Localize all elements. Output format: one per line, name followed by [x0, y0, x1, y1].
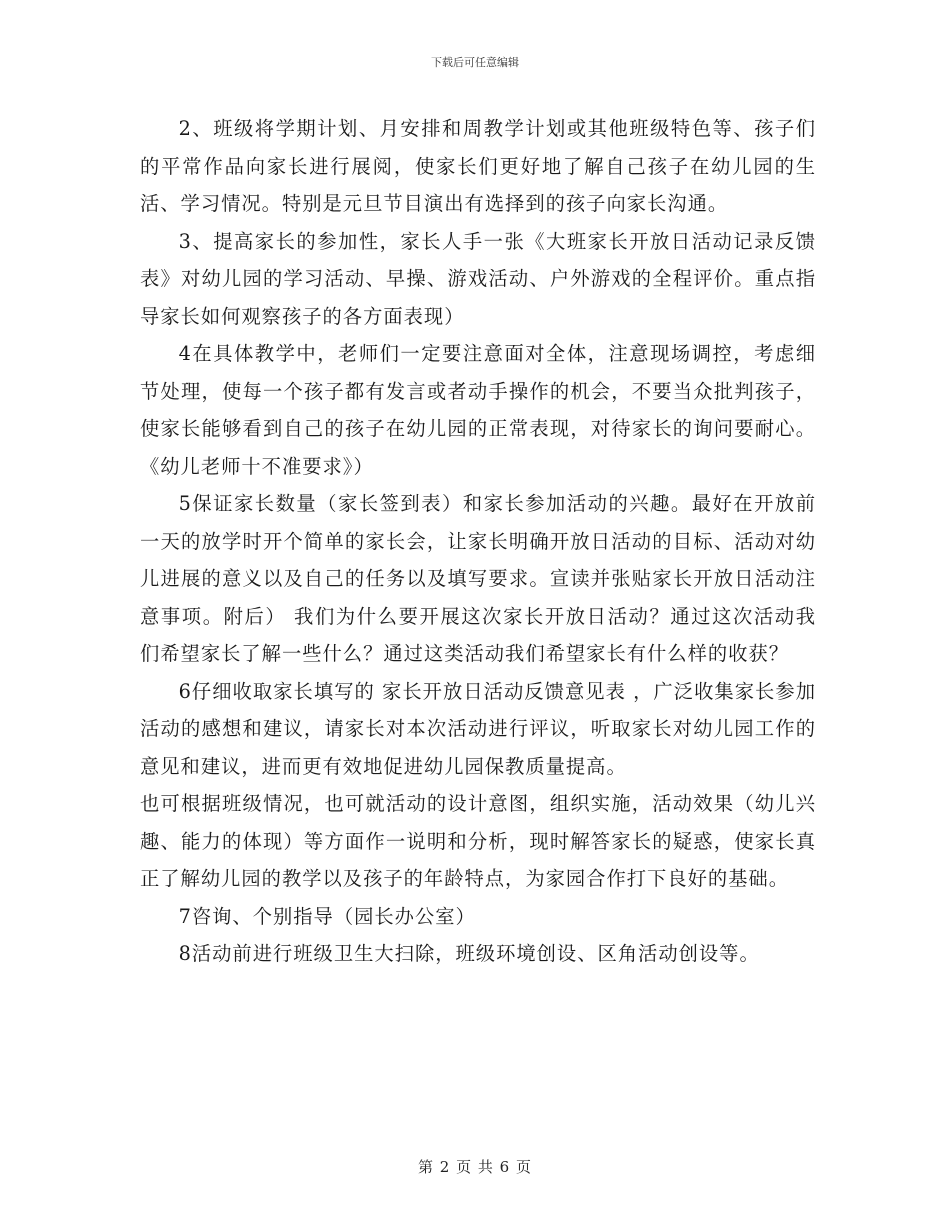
document-body — [140, 110, 816, 973]
page-number-footer: 第 2 页 共 6 页 — [418, 1158, 532, 1176]
paragraph-continuation: 也可根据班级情况，也可就活动的设计意图，组织实施，活动效果（幼儿兴趣、能力的体现）等方面作一说明和分析，现时解答家长的疑惑，使家长真正了解幼儿园的教学以及孩子的年龄特点，为家园合作打下良好的基础。 — [140, 792, 816, 890]
paragraph-item-7: 7咨询、个别指导（园长办公室） — [178, 904, 476, 928]
page-header-note: 下载后可任意编辑 — [431, 56, 519, 69]
paragraph-item-6: 6仔细收取家长填写的 家长开放日活动反馈意见表 ，广泛收集家长参加活动的感想和建议，请家长对本次活动进行评议，听取家长对幼儿园工作的意见和建议，进而更有效地促进幼儿园保教质量提高。 — [140, 679, 816, 778]
paragraph-item-2: 2、班级将学期计划、月安排和周教学计划或其他班级特色等、孩子们的平常作品向家长进行展阅，使家长们更好地了解自己孩子在幼儿园的生活、学习情况。特别是元旦节目演出有选择到的孩子向家长沟通。 — [140, 117, 816, 215]
paragraph-item-5: 5保证家长数量（家长签到表）和家长参加活动的兴趣。最好在开放前一天的放学时开个简单的家长会，让家长明确开放日活动的目标、活动对幼儿进展的意义以及自己的任务以及填写要求。宣读并张贴家长开放日活动注意事项。附后） 我们为什么要开展这次家长开放日活动？通过这次活动我们希望家长了解一些什么？通过这类活动我们希望家长有什么样的收获？ — [140, 492, 816, 665]
paragraph-item-3: 3、提高家长的参加性，家长人手一张《大班家长开放日活动记录反馈表》对幼儿园的学习活动、早操、游戏活动、户外游戏的全程评价。重点指导家长如何观察孩子的各方面表现） — [140, 229, 816, 328]
paragraph-item-4: 4在具体教学中，老师们一定要注意面对全体，注意现场调控，考虑细节处理，使每一个孩子都有发言或者动手操作的机会，不要当众批判孩子，使家长能够看到自己的孩子在幼儿园的正常表现，对待家长的询问要耐心。《幼儿老师十不准要求》） — [140, 342, 816, 478]
paragraph-item-8: 8活动前进行班级卫生大扫除，班级环境创设、区角活动创设等。 — [178, 942, 760, 965]
